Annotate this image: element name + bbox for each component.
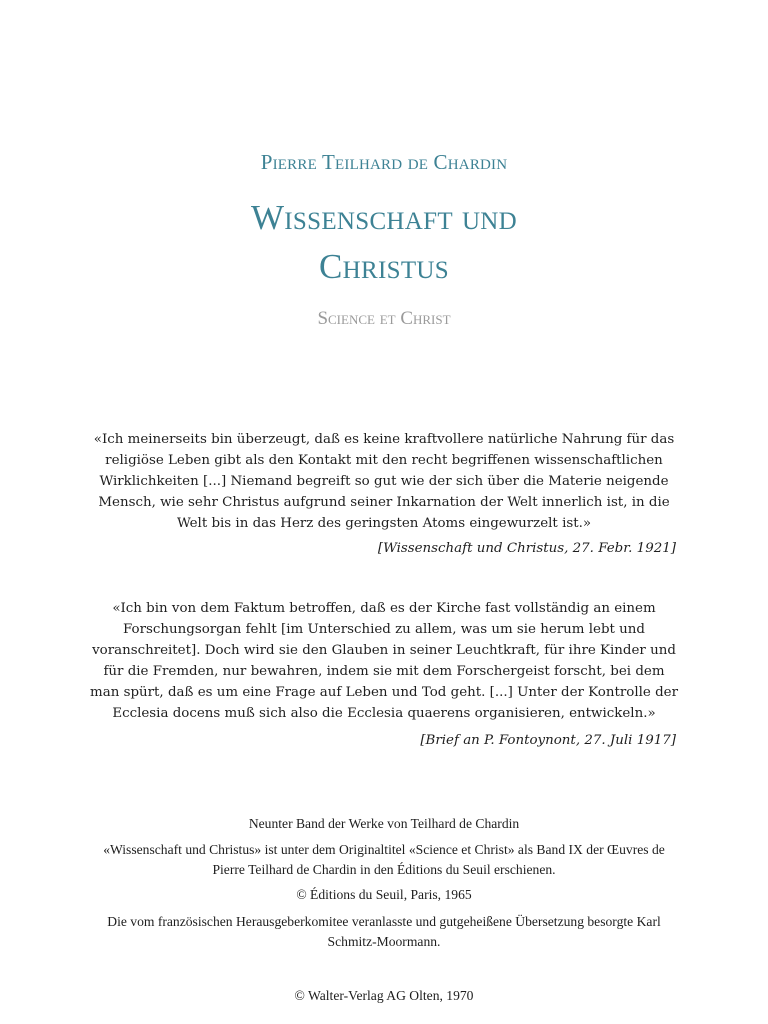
colophon-volume: Neunter Band der Werke von Teilhard de Chardin <box>248 816 520 831</box>
colophon-original-title-note: «Wissenschaft und Christus» ist unter dem Originaltitel «Science et Christ» als Band IX der Œuvres de Pierre Teilhard de Chardin in den Éditions du Seuil erschienen. <box>103 842 665 877</box>
epigraph-quote-1: «Ich meinerseits bin überzeugt, daß es keine kraftvollere natürliche Nahrung für das religiöse Leben gibt als den Kontakt mit den recht begriffenen wissenschaftlichen Wirklichkeiten [...] Niemand begreift so gut wie der sich über die Materie neigende Mensch, wie sehr Christus aufgrund seiner Inkarnation der Welt innerlich ist, in die Welt bis in das Herz des geringsten Atoms eingewurzelt ist.» <box>93 432 675 531</box>
epigraph-source-1: [Wissenschaft und Christus, 27. Febr. 1921] <box>377 541 676 556</box>
colophon-copyright-walter: © Walter-Verlag AG Olten, 1970 <box>294 988 474 1003</box>
book-title-line-2: Christus <box>319 247 449 286</box>
colophon-copyright-seuil: © Éditions du Seuil, Paris, 1965 <box>296 887 472 902</box>
book-title-line-1: Wissenschaft und <box>250 198 518 237</box>
epigraph-source-2: [Brief an P. Fontoynont, 27. Juli 1917] <box>420 733 676 748</box>
colophon-translation-note: Die vom französischen Herausgeberkomitee veranlasste und gutgeheißene Übersetzung besorgte Karl Schmitz-Moormann. <box>107 914 661 949</box>
author-name: Pierre Teilhard de Chardin <box>260 150 508 174</box>
original-title: Science et Christ <box>317 308 451 329</box>
epigraph-quote-2: «Ich bin von dem Faktum betroffen, daß es der Kirche fast vollständig an einem Forschungsorgan fehlt [im Unterschied zu allem, was um sie herum lebt und voranschreitet]. Doch wird sie den Glauben in seiner Leuchtkraft, für ihre Kinder und für die Fremden, nur bewahren, indem sie mit dem Forschergeist forscht, bei dem man spürt, daß es um eine Frage auf Leben und Tod geht. [...] Unter der Kontrolle der Ecclesia docens muß sich also die Ecclesia quaerens organisieren, entwickeln.» <box>90 601 678 721</box>
book-title <box>0 193 768 291</box>
